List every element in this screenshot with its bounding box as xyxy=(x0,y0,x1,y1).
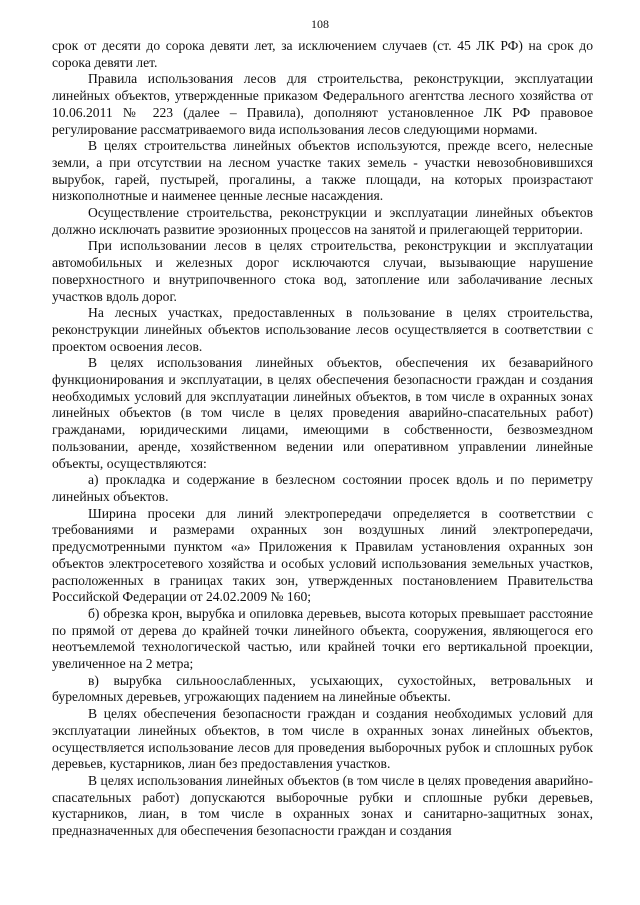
paragraph: б) обрезка крон, вырубка и опиловка деревьев, высота которых превышает расстояние по прямой от дерева до крайней точки линейного объекта, сооружения, являющегося его неотъемлемой технологической частью, или крайней точки его вертикальной проекции, увеличенное на 2 метра; xyxy=(52,605,593,672)
paragraph: Осуществление строительства, реконструкции и эксплуатации линейных объектов должно исключать развитие эрозионных процессов на занятой и прилегающей территории. xyxy=(52,205,593,237)
paragraph: срок от десяти до сорока девяти лет, за исключением случаев (ст. 45 ЛК РФ) на срок до сорока девяти лет. xyxy=(52,38,593,70)
page-number: 108 xyxy=(311,17,329,31)
document-body xyxy=(52,38,593,840)
paragraph: в) вырубка сильноослабленных, усыхающих, сухостойных, ветровальных и буреломных деревьев, угрожающих падением на линейные объекты. xyxy=(52,672,593,705)
paragraph: Ширина просеки для линий электропередачи определяется в соответствии с требованиями и размерами охранных зон воздушных линий электропередачи, предусмотренными пунктом «а» Приложения к Правилам установления охранных зон объектов электросетевого хозяйства и особых условий использования земельных участков, расположенных в границах таких зон, утвержденных постановлением Правительства Российской Федерации от 24.02.2009 № 160; xyxy=(52,505,593,605)
paragraph: В целях использования линейных объектов (в том числе в целях проведения аварийно-спасательных работ) допускаются выборочные рубки и сплошные рубки деревьев, кустарников, лиан, в том числе в охранных зонах и санитарно-защитных зонах, предназначенных для обеспечения безопасности граждан и создания xyxy=(52,772,593,839)
paragraph: а) прокладка и содержание в безлесном состоянии просек вдоль и по периметру линейных объектов. xyxy=(52,472,593,504)
paragraph: Правила использования лесов для строительства, реконструкции, эксплуатации линейных объектов, утвержденные приказом Федерального агентства лесного хозяйства от 10.06.2011 № 223 (далее – Правила), дополняют установленное ЛК РФ правовое регулирование рассматриваемого вида использования лесов следующими нормами. xyxy=(52,71,593,137)
paragraph: На лесных участках, предоставленных в пользование в целях строительства, реконструкции линейных объектов использование лесов осуществляется в соответствии с проектом освоения лесов. xyxy=(52,305,593,354)
paragraph: В целях строительства линейных объектов используются, прежде всего, нелесные земли, а при отсутствии на лесном участке таких земель - участки невозобновившихся вырубок, гарей, пустырей, прогалины, а также площади, на которых произрастают низкополнотные и наименее ценные лесные насаждения. xyxy=(52,138,593,204)
paragraph: В целях использования линейных объектов, обеспечения их безаварийного функционирования и эксплуатации, в целях обеспечения безопасности граждан и создания необходимых условий для эксплуатации линейных объектов, в том числе в охранных зонах линейных объектов (в том числе в целях проведения аварийно-спасательных работ) гражданами, юридическими лицами, имеющими в собственности, безвозмездном пользовании, аренде, хозяйственном ведении или оперативном управлении линейные объекты, осуществляются: xyxy=(52,355,593,471)
paragraph: При использовании лесов в целях строительства, реконструкции и эксплуатации автомобильных и железных дорог исключаются случаи, вызывающие нарушение поверхностного и внутрипочвенного стока вод, затопление или заболачивание лесных участков вдоль дорог. xyxy=(52,238,593,304)
paragraph: В целях обеспечения безопасности граждан и создания необходимых условий для эксплуатации линейных объектов, в том числе в охранных зонах линейных объектов, осуществляется использование лесов для проведения выборочных рубок и сплошных рубок деревьев, кустарников, лиан без предоставления участков. xyxy=(52,706,593,772)
